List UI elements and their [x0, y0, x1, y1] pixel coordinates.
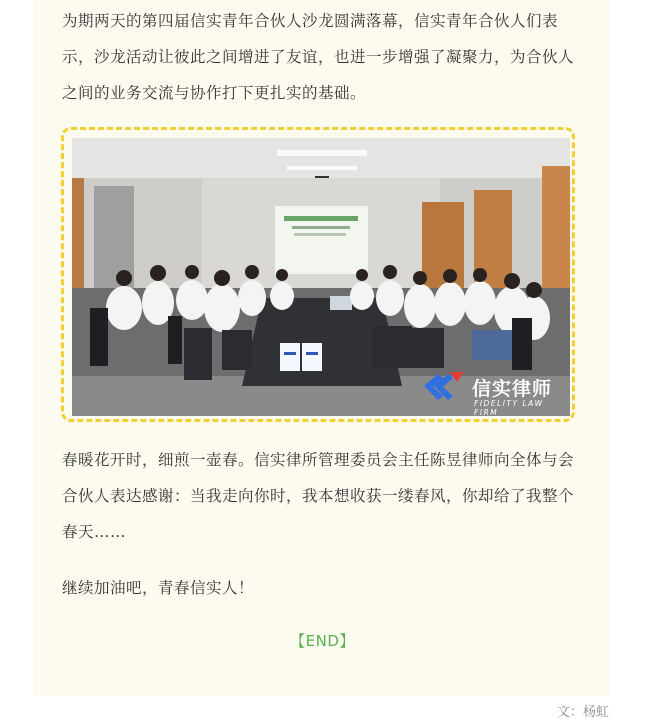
photo-watermark-cn: 信实律师 — [472, 378, 553, 400]
article-paragraph: 春暖花开时，细煎一壶春。信实律所管理委员会主任陈昱律师向全体与会合伙人表达感谢：当我走向你时，我本想收获一缕春风，你却给了我整个春天…… — [62, 451, 575, 541]
author-credit: 文：杨虹 — [556, 705, 609, 720]
group-photo — [72, 138, 570, 416]
article-paragraph: 继续加油吧，青春信实人！ — [62, 579, 255, 597]
photo-watermark-en: FIDELITY LAW FIRM — [474, 399, 544, 416]
end-mark: 【END】 — [290, 632, 355, 650]
article-paragraph: 为期两天的第四届信实青年合伙人沙龙圆满落幕，信实青年合伙人们表示，沙龙活动让彼此之间增进了友谊，也进一步增强了凝聚力，为合伙人之间的业务交流与协作打下更扎实的基础。 — [62, 12, 575, 102]
